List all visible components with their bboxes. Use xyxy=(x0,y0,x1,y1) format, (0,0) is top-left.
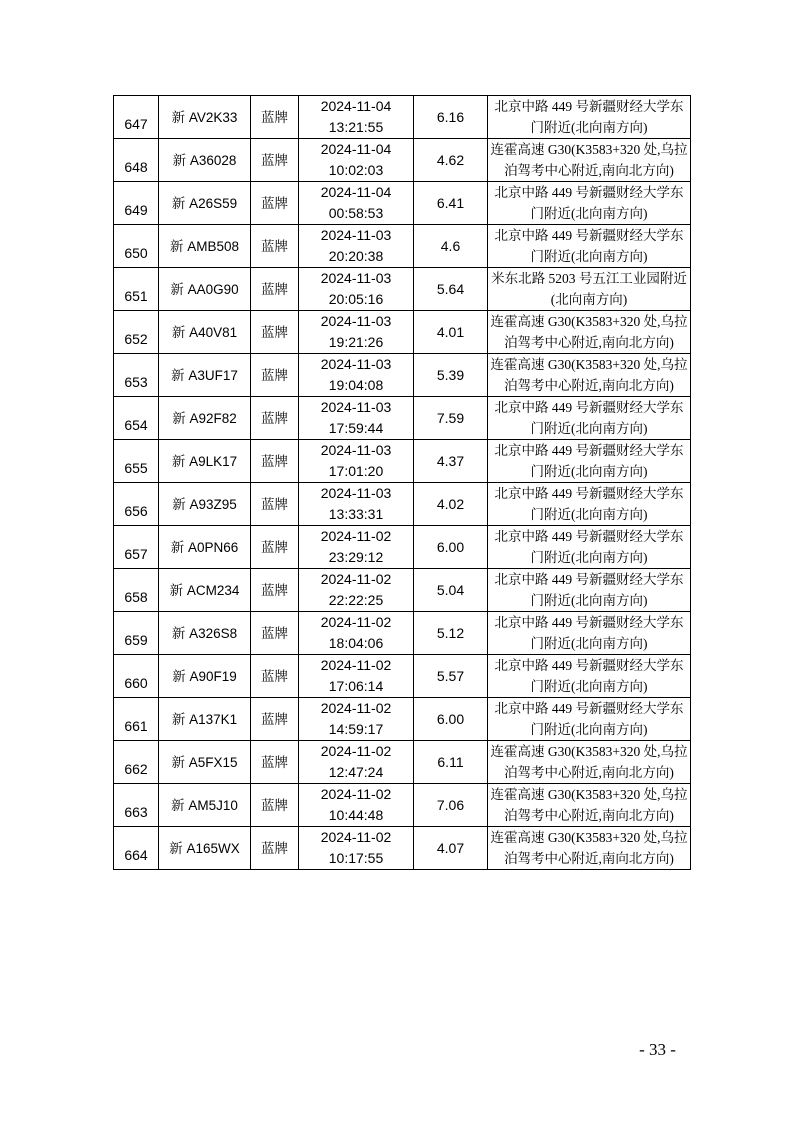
row-index: 657 xyxy=(114,526,159,569)
date-text: 2024-11-02 xyxy=(320,700,392,716)
plate-type: 蓝牌 xyxy=(251,440,299,483)
table-row xyxy=(114,655,691,698)
row-index: 647 xyxy=(114,96,159,139)
time-text: 13:33:31 xyxy=(328,506,384,522)
license-plate: 新 A5FX15 xyxy=(159,741,251,784)
value-cell: 6.00 xyxy=(414,698,488,741)
value-cell: 6.16 xyxy=(414,96,488,139)
location-cell: 北京中路 449 号新疆财经大学东门附近(北向南方向) xyxy=(488,397,691,440)
value-cell: 4.07 xyxy=(414,827,488,870)
row-index: 661 xyxy=(114,698,159,741)
datetime-cell xyxy=(299,612,414,655)
plate-type: 蓝牌 xyxy=(251,483,299,526)
location-cell: 北京中路 449 号新疆财经大学东门附近(北向南方向) xyxy=(488,698,691,741)
plate-type: 蓝牌 xyxy=(251,612,299,655)
license-plate: 新 ACM234 xyxy=(159,569,251,612)
table-row xyxy=(114,354,691,397)
datetime-cell xyxy=(299,225,414,268)
value-cell: 5.64 xyxy=(414,268,488,311)
row-index: 660 xyxy=(114,655,159,698)
date-text: 2024-11-03 xyxy=(320,227,392,243)
table-row xyxy=(114,569,691,612)
value-cell: 4.37 xyxy=(414,440,488,483)
date-text: 2024-11-04 xyxy=(320,141,392,157)
time-text: 10:02:03 xyxy=(328,162,384,178)
plate-type: 蓝牌 xyxy=(251,569,299,612)
time-text: 17:06:14 xyxy=(328,678,384,694)
date-text: 2024-11-03 xyxy=(320,313,392,329)
time-text: 14:59:17 xyxy=(328,721,384,737)
location-cell: 北京中路 449 号新疆财经大学东门附近(北向南方向) xyxy=(488,96,691,139)
location-cell: 北京中路 449 号新疆财经大学东门附近(北向南方向) xyxy=(488,569,691,612)
row-index: 663 xyxy=(114,784,159,827)
time-text: 17:59:44 xyxy=(328,420,384,436)
row-index: 648 xyxy=(114,139,159,182)
datetime-cell xyxy=(299,483,414,526)
table-row xyxy=(114,182,691,225)
time-text: 19:04:08 xyxy=(328,377,384,393)
license-plate: 新 A137K1 xyxy=(159,698,251,741)
location-cell: 连霍高速 G30(K3583+320 处,乌拉泊驾考中心附近,南向北方向) xyxy=(488,354,691,397)
datetime-cell xyxy=(299,311,414,354)
table-row xyxy=(114,741,691,784)
date-text: 2024-11-02 xyxy=(320,528,392,544)
license-plate: 新 A92F82 xyxy=(159,397,251,440)
license-plate: 新 A90F19 xyxy=(159,655,251,698)
datetime-cell xyxy=(299,526,414,569)
date-text: 2024-11-02 xyxy=(320,829,392,845)
violation-records-table xyxy=(113,95,691,870)
datetime-cell xyxy=(299,139,414,182)
date-text: 2024-11-03 xyxy=(320,356,392,372)
row-index: 652 xyxy=(114,311,159,354)
row-index: 654 xyxy=(114,397,159,440)
license-plate: 新 A3UF17 xyxy=(159,354,251,397)
value-cell: 5.04 xyxy=(414,569,488,612)
time-text: 10:44:48 xyxy=(328,807,384,823)
license-plate: 新 AA0G90 xyxy=(159,268,251,311)
plate-type: 蓝牌 xyxy=(251,182,299,225)
date-text: 2024-11-02 xyxy=(320,571,392,587)
location-cell: 北京中路 449 号新疆财经大学东门附近(北向南方向) xyxy=(488,612,691,655)
datetime-cell xyxy=(299,354,414,397)
table-row xyxy=(114,784,691,827)
value-cell: 6.11 xyxy=(414,741,488,784)
location-cell: 连霍高速 G30(K3583+320 处,乌拉泊驾考中心附近,南向北方向) xyxy=(488,827,691,870)
table-row xyxy=(114,440,691,483)
date-text: 2024-11-03 xyxy=(320,442,392,458)
row-index: 662 xyxy=(114,741,159,784)
location-cell: 北京中路 449 号新疆财经大学东门附近(北向南方向) xyxy=(488,182,691,225)
plate-type: 蓝牌 xyxy=(251,311,299,354)
datetime-cell xyxy=(299,182,414,225)
date-text: 2024-11-02 xyxy=(320,786,392,802)
plate-type: 蓝牌 xyxy=(251,96,299,139)
date-text: 2024-11-03 xyxy=(320,270,392,286)
location-cell: 连霍高速 G30(K3583+320 处,乌拉泊驾考中心附近,南向北方向) xyxy=(488,784,691,827)
plate-type: 蓝牌 xyxy=(251,397,299,440)
plate-type: 蓝牌 xyxy=(251,139,299,182)
location-cell: 米东北路 5203 号五江工业园附近(北向南方向) xyxy=(488,268,691,311)
date-text: 2024-11-04 xyxy=(320,184,392,200)
license-plate: 新 AMB508 xyxy=(159,225,251,268)
datetime-cell xyxy=(299,569,414,612)
row-index: 655 xyxy=(114,440,159,483)
date-text: 2024-11-02 xyxy=(320,614,392,630)
row-index: 649 xyxy=(114,182,159,225)
row-index: 656 xyxy=(114,483,159,526)
plate-type: 蓝牌 xyxy=(251,827,299,870)
license-plate: 新 AM5J10 xyxy=(159,784,251,827)
row-index: 658 xyxy=(114,569,159,612)
datetime-cell xyxy=(299,655,414,698)
datetime-cell xyxy=(299,96,414,139)
plate-type: 蓝牌 xyxy=(251,526,299,569)
location-cell: 连霍高速 G30(K3583+320 处,乌拉泊驾考中心附近,南向北方向) xyxy=(488,311,691,354)
value-cell: 4.02 xyxy=(414,483,488,526)
plate-type: 蓝牌 xyxy=(251,698,299,741)
table-row xyxy=(114,397,691,440)
row-index: 653 xyxy=(114,354,159,397)
license-plate: 新 A36028 xyxy=(159,139,251,182)
table-row xyxy=(114,698,691,741)
plate-type: 蓝牌 xyxy=(251,741,299,784)
plate-type: 蓝牌 xyxy=(251,225,299,268)
plate-type: 蓝牌 xyxy=(251,268,299,311)
value-cell: 4.01 xyxy=(414,311,488,354)
table-row xyxy=(114,268,691,311)
datetime-cell xyxy=(299,397,414,440)
row-index: 659 xyxy=(114,612,159,655)
location-cell: 北京中路 449 号新疆财经大学东门附近(北向南方向) xyxy=(488,225,691,268)
time-text: 00:58:53 xyxy=(328,205,384,221)
location-cell: 连霍高速 G30(K3583+320 处,乌拉泊驾考中心附近,南向北方向) xyxy=(488,139,691,182)
time-text: 17:01:20 xyxy=(328,463,384,479)
value-cell: 5.12 xyxy=(414,612,488,655)
date-text: 2024-11-03 xyxy=(320,485,392,501)
time-text: 22:22:25 xyxy=(328,592,384,608)
value-cell: 5.39 xyxy=(414,354,488,397)
plate-type: 蓝牌 xyxy=(251,655,299,698)
value-cell: 5.57 xyxy=(414,655,488,698)
value-cell: 7.06 xyxy=(414,784,488,827)
date-text: 2024-11-02 xyxy=(320,743,392,759)
table-row xyxy=(114,225,691,268)
license-plate: 新 A9LK17 xyxy=(159,440,251,483)
value-cell: 4.62 xyxy=(414,139,488,182)
date-text: 2024-11-04 xyxy=(320,98,392,114)
datetime-cell xyxy=(299,698,414,741)
value-cell: 4.6 xyxy=(414,225,488,268)
time-text: 20:20:38 xyxy=(328,248,384,264)
plate-type: 蓝牌 xyxy=(251,354,299,397)
time-text: 19:21:26 xyxy=(328,334,384,350)
time-text: 10:17:55 xyxy=(328,850,384,866)
row-index: 651 xyxy=(114,268,159,311)
time-text: 12:47:24 xyxy=(328,764,384,780)
time-text: 18:04:06 xyxy=(328,635,384,651)
datetime-cell xyxy=(299,268,414,311)
value-cell: 6.41 xyxy=(414,182,488,225)
license-plate: 新 A26S59 xyxy=(159,182,251,225)
time-text: 23:29:12 xyxy=(328,549,384,565)
table-row xyxy=(114,526,691,569)
datetime-cell xyxy=(299,827,414,870)
time-text: 13:21:55 xyxy=(328,119,384,135)
page-number: - 33 - xyxy=(639,1040,676,1059)
datetime-cell xyxy=(299,741,414,784)
time-text: 20:05:16 xyxy=(328,291,384,307)
table-row xyxy=(114,827,691,870)
datetime-cell xyxy=(299,784,414,827)
license-plate: 新 A326S8 xyxy=(159,612,251,655)
plate-type: 蓝牌 xyxy=(251,784,299,827)
location-cell: 连霍高速 G30(K3583+320 处,乌拉泊驾考中心附近,南向北方向) xyxy=(488,741,691,784)
row-index: 650 xyxy=(114,225,159,268)
date-text: 2024-11-02 xyxy=(320,657,392,673)
location-cell: 北京中路 449 号新疆财经大学东门附近(北向南方向) xyxy=(488,483,691,526)
license-plate: 新 A93Z95 xyxy=(159,483,251,526)
location-cell: 北京中路 449 号新疆财经大学东门附近(北向南方向) xyxy=(488,526,691,569)
license-plate: 新 A165WX xyxy=(159,827,251,870)
license-plate: 新 AV2K33 xyxy=(159,96,251,139)
date-text: 2024-11-03 xyxy=(320,399,392,415)
value-cell: 6.00 xyxy=(414,526,488,569)
license-plate: 新 A0PN66 xyxy=(159,526,251,569)
table-row xyxy=(114,139,691,182)
datetime-cell xyxy=(299,440,414,483)
table-row xyxy=(114,96,691,139)
license-plate: 新 A40V81 xyxy=(159,311,251,354)
table-row xyxy=(114,483,691,526)
table-row xyxy=(114,311,691,354)
location-cell: 北京中路 449 号新疆财经大学东门附近(北向南方向) xyxy=(488,655,691,698)
value-cell: 7.59 xyxy=(414,397,488,440)
table-row xyxy=(114,612,691,655)
location-cell: 北京中路 449 号新疆财经大学东门附近(北向南方向) xyxy=(488,440,691,483)
row-index: 664 xyxy=(114,827,159,870)
